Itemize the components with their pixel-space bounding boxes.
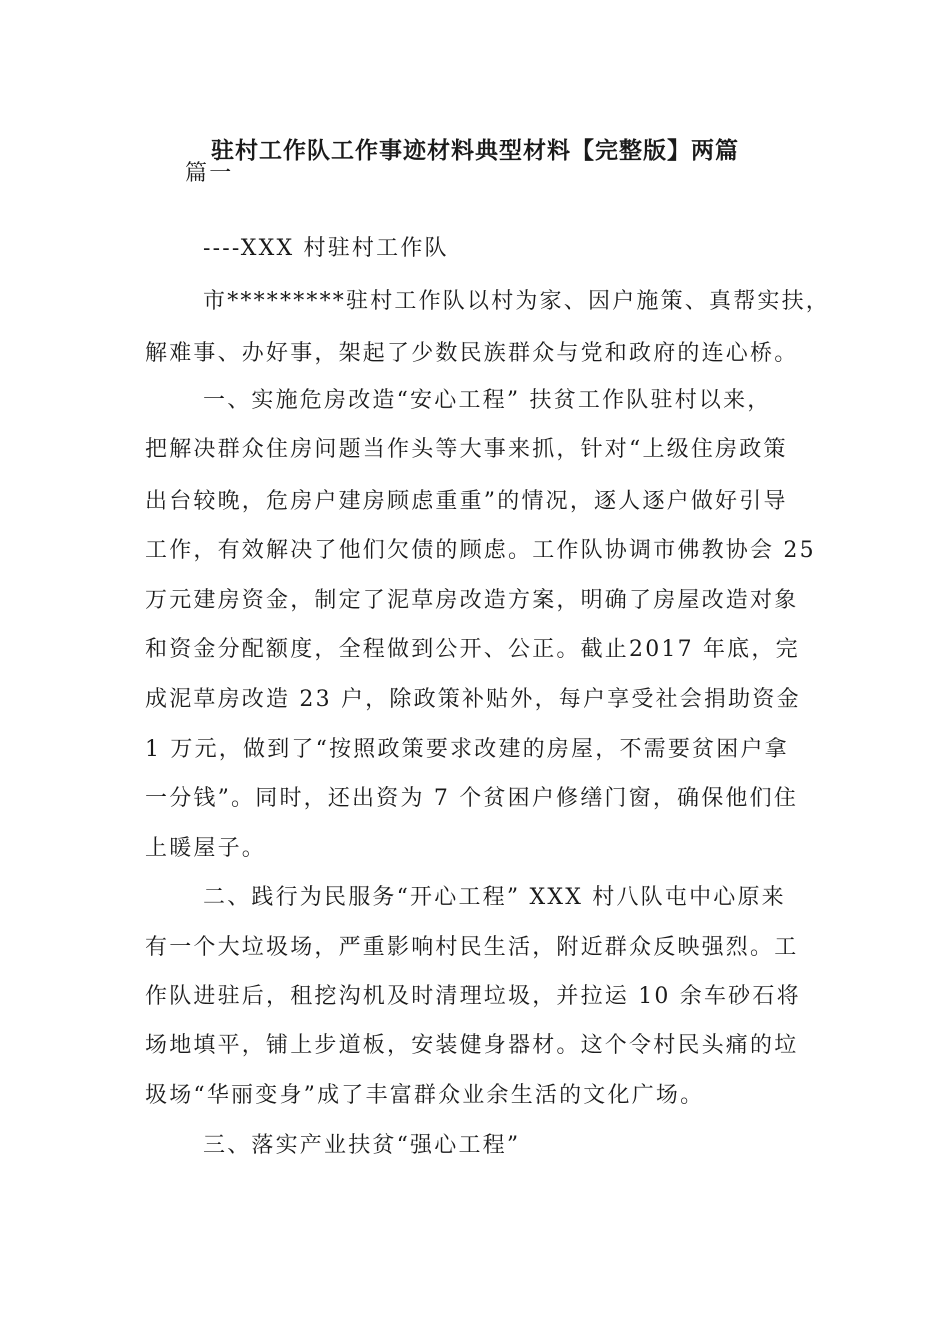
paragraph-line: 出台较晚，危房户建房顾虑重重”的情况，逐人逐户做好引导 [145,489,788,514]
byline: ----XXX 村驻村工作队 [203,236,449,261]
paragraph-line: 圾场“华丽变身”成了丰富群众业余生活的文化广场。 [145,1083,705,1108]
paragraph-line: 市*********驻村工作队以村为家、因户施策、真帮实扶， [203,289,831,314]
paragraph-line: 工作，有效解决了他们欠债的顾虑。工作队协调市佛教协会 25 [145,538,816,563]
paragraph-line: 万元建房资金，制定了泥草房改造方案，明确了房屋改造对象 [145,588,799,613]
paragraph-line: 解难事、办好事，架起了少数民族群众与党和政府的连心桥。 [145,341,799,366]
section-label: 篇一 [185,161,234,186]
paragraph-line: 作队进驻后，租挖沟机及时清理垃圾，并拉运 10 余车砂石将 [145,984,801,1009]
paragraph-line: 把解决群众住房问题当作头等大事来抓，针对“上级住房政策 [145,437,788,462]
paragraph-line: 和资金分配额度，全程做到公开、公正。截止2017 年底，完 [145,637,800,662]
paragraph-line: 场地填平，铺上步道板，安装健身器材。这个令村民头痛的垃 [145,1033,799,1058]
paragraph-line: 上暖屋子。 [145,836,267,861]
paragraph-line: 1 万元，做到了“按照政策要求改建的房屋，不需要贫困户拿 [145,737,789,762]
document-title: 驻村工作队工作事迹材料典型材料【完整版】两篇 [211,137,739,164]
paragraph-line: 有一个大垃圾场，严重影响村民生活，附近群众反映强烈。工 [145,935,799,960]
paragraph-line: 二、践行为民服务“开心工程” XXX 村八队屯中心原来 [203,885,786,910]
paragraph-line: 一、实施危房改造“安心工程” 扶贫工作队驻村以来， [203,388,772,413]
paragraph-line: 一分钱”。同时，还出资为 7 个贫困户修缮门窗，确保他们住 [145,786,799,811]
paragraph-line: 成泥草房改造 23 户，除政策补贴外，每户享受社会捐助资金 [145,687,801,712]
paragraph-line: 三、落实产业扶贫“强心工程” [203,1133,521,1158]
